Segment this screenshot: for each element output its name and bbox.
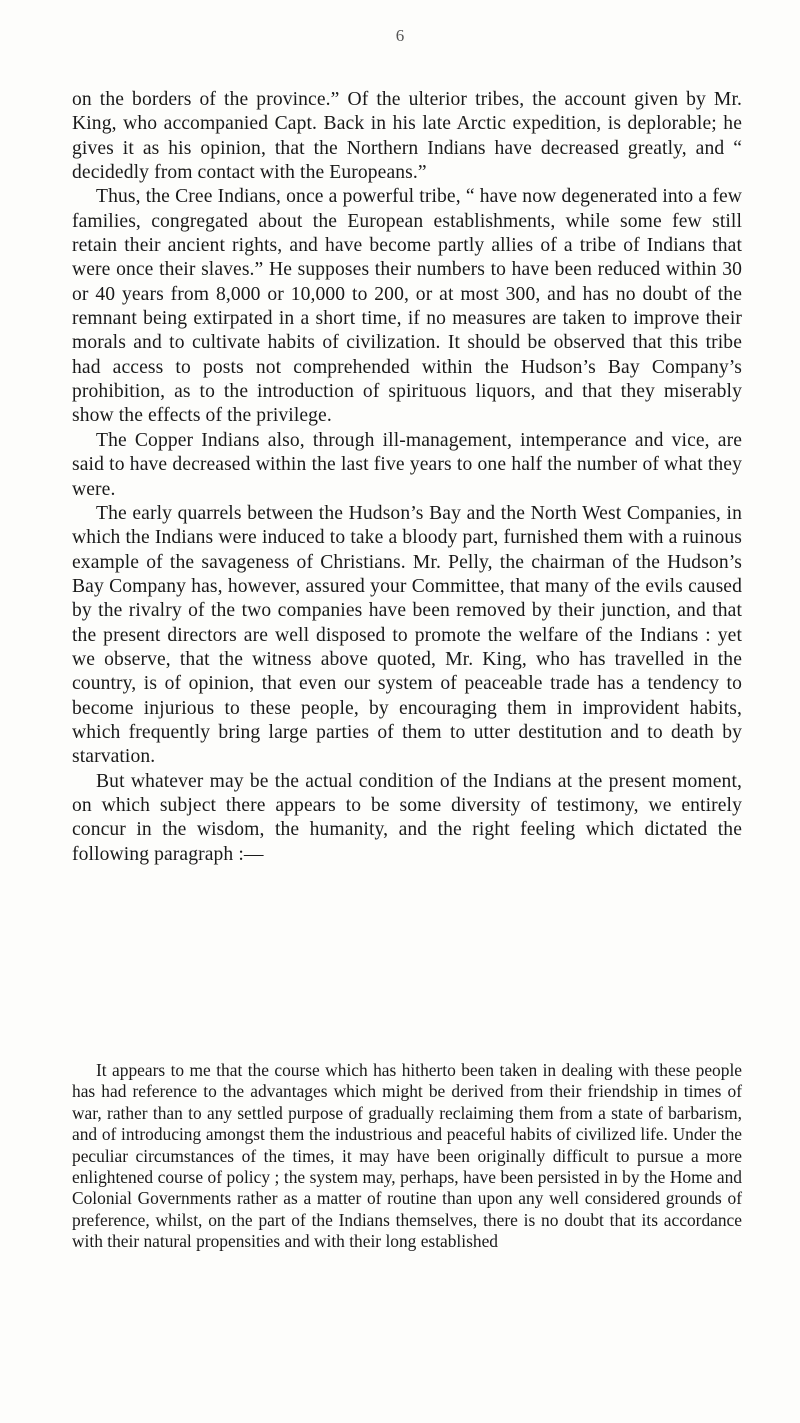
body-paragraph: The early quarrels between the Hudson’s Bay and the North West Companies, in which the Indians were induced to take a bloody part, furnished them with a ruinous example of the savageness of Christians. Mr. Pelly, the chairman of the Hudson’s Bay Company has, however, assured your Committee, that many of the evils caused by the rivalry of the two companies have been removed by their junction, and that the present directors are well disposed to promote the welfare of the Indians : yet we observe, that the witness above quoted, Mr. King, who has travelled in the country, is of opinion, that even our system of peaceable trade has a tendency to become injurious to these people, by encouraging them in improvident habits, which frequently bring large parties of them to utter destitution and to death by starvation. [72,502,742,768]
body-paragraph: on the borders of the province.” Of the ulterior tribes, the account given by Mr. King, who accompanied Capt. Back in his late Arctic expedition, is deplorable; he gives it as his opinion, that the Northern Indians have decreased greatly, and “ decidedly from contact with the Europeans.” [72,89,742,184]
body-paragraph: The Copper Indians also, through ill-management, intemperance and vice, are said to have decreased within the last five years to one half the number of what they were. [72,429,742,500]
body-paragraph: Thus, the Cree Indians, once a powerful tribe, “ have now degenerated into a few families, congregated about the European establishments, while some few still retain their ancient rights, and have become partly allies of a tribe of Indians that were once their slaves.” He supposes their numbers to have been reduced within 30 or 40 years from 8,000 or 10,000 to 200, or at most 300, and has no doubt of the remnant being extirpated in a short time, if no measures are taken to improve their morals and to cultivate habits of civilization. It should be observed that this tribe had access to posts not comprehended within the Hudson’s Bay Company’s prohibition, as to the introduction of spirituous liquors, and that they miserably show the effects of the privilege. [72,186,742,427]
quoted-paragraph [72,1060,742,1253]
body-text [72,88,742,867]
quote-paragraph: It appears to me that the course which has hitherto been taken in dealing with these people has had reference to the advantages which might be derived from their friendship in times of war, rather than to any settled purpose of gradually reclaiming them from a state of barbarism, and of introducing amongst them the industrious and peaceful habits of civilized life. Under the peculiar circumstances of the times, it may have been originally difficult to pursue a more enlightened course of policy ; the system may, perhaps, have been persisted in by the Home and Colonial Governments rather as a matter of routine than upon any well considered grounds of preference, whilst, on the part of the Indians themselves, there is no doubt that its accordance with their natural propensities and with their long established [72,1060,742,1252]
page-number: 6 [395,26,405,45]
body-paragraph: But whatever may be the actual condition of the Indians at the present moment, on which subject there appears to be some diversity of testimony, we entirely concur in the wisdom, the humanity, and the right feeling which dictated the following paragraph :— [72,770,742,865]
